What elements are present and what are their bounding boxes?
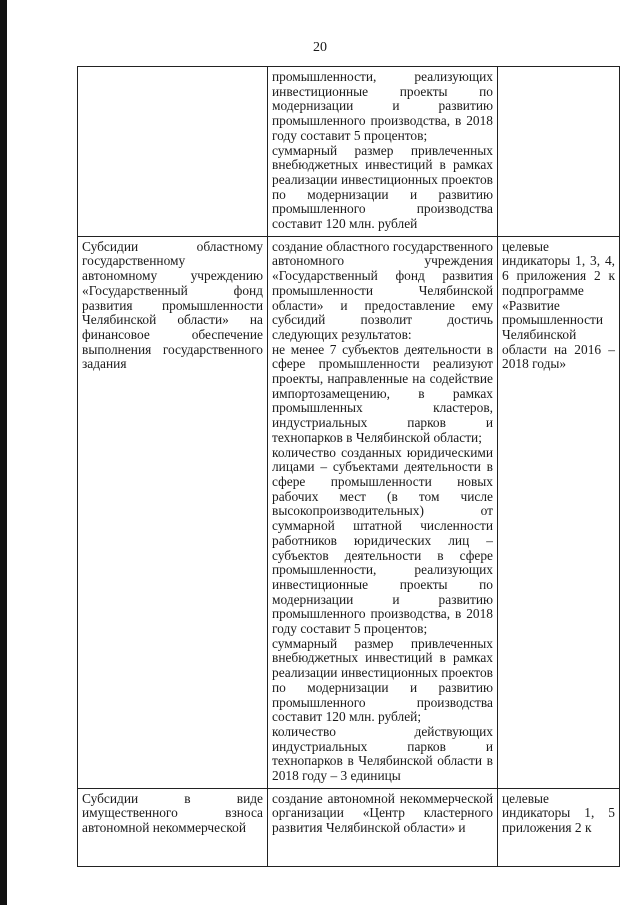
activity-name-cell: Субсидии областному государственному автономному учреждению «Государственный фонд развития промышленности Челябинской области» на финансовое обеспечение выполнения государственного задания (78, 236, 268, 788)
scan-edge (0, 0, 7, 905)
page-number: 20 (313, 40, 327, 55)
results-paragraph: не менее 7 субъектов деятельности в сфере промышленности реализуют проекты, направленные на содействие импортозамещению, в рамках промышленных кластеров, индустриальных парков и технопарков в Челябинской области; (272, 341, 493, 445)
results-paragraph: количество созданных юридическими лицами – субъектами деятельности в сфере промышленности новых рабочих мест (в том числе высокопроизводительных) от суммарной штатной численности работников юридических лиц – субъектов деятельности в сфере промышленности, реализующих инвестиционные проекты по модернизации и развитию промышленного производства, в 2018 году составит 5 процентов; (272, 444, 493, 637)
results-paragraph: суммарный размер привлеченных внебюджетных инвестиций в рамках реализации инвестиционных проектов по модернизации и развитию промышленного производства составит 120 млн. рублей (272, 142, 493, 232)
indicators-cell: целевые индикаторы 1, 5 приложения 2 к (498, 788, 620, 866)
table-row (78, 788, 620, 866)
table-row (78, 67, 620, 237)
indicators-cell: целевые индикаторы 1, 3, 4, 6 приложения 2 к подпрограмме «Развитие промышленности Челябинской области на 2016 – 2018 годы» (498, 236, 620, 788)
indicators-cell (498, 67, 620, 237)
table-row (78, 236, 620, 788)
results-paragraph: создание автономной некоммерческой организации «Центр кластерного развития Челябинской области» и (272, 790, 493, 836)
results-cell (268, 788, 498, 866)
activities-table (77, 66, 620, 867)
activity-name-cell (78, 67, 268, 237)
results-paragraph: суммарный размер привлеченных внебюджетных инвестиций в рамках реализации инвестиционных проектов по модернизации и развитию промышленного производства составит 120 млн. рублей; (272, 635, 493, 725)
results-paragraph: создание областного государственного автономного учреждения «Государственный фонд развития промышленности Челябинской области» и предоставление ему субсидий позволит достичь следующих результатов: (272, 238, 493, 342)
activity-name-cell: Субсидии в виде имущественного взноса автономной некоммерческой (78, 788, 268, 866)
results-paragraph: промышленности, реализующих инвестиционные проекты по модернизации и развитию промышленного производства, в 2018 году составит 5 процентов; (272, 69, 493, 143)
results-paragraph: количество действующих индустриальных парков и технопарков в Челябинской области в 2018 году – 3 единицы (272, 723, 493, 784)
results-cell (268, 67, 498, 237)
results-cell (268, 236, 498, 788)
